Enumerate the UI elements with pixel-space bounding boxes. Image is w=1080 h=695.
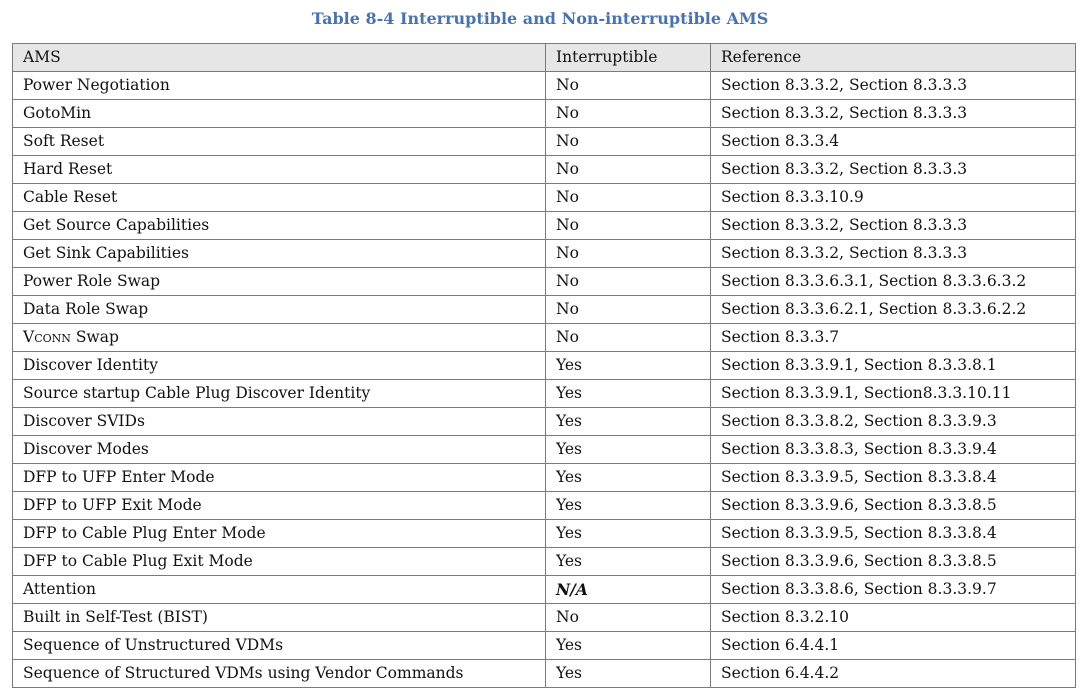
table-row (13, 212, 1076, 240)
interruptible-cell: No (546, 184, 711, 212)
table-row (13, 632, 1076, 660)
interruptible-cell: No (546, 100, 711, 128)
ams-cell: Sequence of Structured VDMs using Vendor Commands (13, 660, 546, 688)
ams-cell: Power Negotiation (13, 72, 546, 100)
ams-cell: DFP to Cable Plug Enter Mode (13, 520, 546, 548)
interruptible-cell: No (546, 240, 711, 268)
reference-cell: Section 8.3.3.9.5, Section 8.3.3.8.4 (711, 520, 1076, 548)
interruptible-cell: No (546, 128, 711, 156)
header-reference: Reference (711, 44, 1076, 72)
interruptible-cell: Yes (546, 492, 711, 520)
table-row (13, 548, 1076, 576)
ams-cell: Discover Identity (13, 352, 546, 380)
reference-cell: Section 8.3.3.9.6, Section 8.3.3.8.5 (711, 492, 1076, 520)
ams-cell: Get Sink Capabilities (13, 240, 546, 268)
reference-cell: Section 6.4.4.2 (711, 660, 1076, 688)
interruptible-cell: No (546, 604, 711, 632)
ams-cell: GotoMin (13, 100, 546, 128)
table-row (13, 436, 1076, 464)
reference-cell: Section 8.3.3.6.3.1, Section 8.3.3.6.3.2 (711, 268, 1076, 296)
ams-vconn-suffix: Swap (70, 327, 119, 346)
table-row (13, 492, 1076, 520)
reference-cell: Section 8.3.3.2, Section 8.3.3.3 (711, 72, 1076, 100)
table-row (13, 408, 1076, 436)
reference-cell: Section 8.3.3.8.3, Section 8.3.3.9.4 (711, 436, 1076, 464)
table-row (13, 352, 1076, 380)
ams-cell: Soft Reset (13, 128, 546, 156)
reference-cell: Section 8.3.3.9.6, Section 8.3.3.8.5 (711, 548, 1076, 576)
interruptible-cell: Yes (546, 436, 711, 464)
table-row (13, 520, 1076, 548)
reference-cell: Section 8.3.3.2, Section 8.3.3.3 (711, 212, 1076, 240)
reference-cell: Section 8.3.3.2, Section 8.3.3.3 (711, 100, 1076, 128)
reference-cell: Section 8.3.3.8.6, Section 8.3.3.9.7 (711, 576, 1076, 604)
header-interruptible: Interruptible (546, 44, 711, 72)
interruptible-cell: N/A (546, 576, 711, 604)
header-ams: AMS (13, 44, 546, 72)
ams-cell: DFP to UFP Exit Mode (13, 492, 546, 520)
ams-cell: Hard Reset (13, 156, 546, 184)
reference-cell: Section 8.3.3.9.1, Section 8.3.3.8.1 (711, 352, 1076, 380)
ams-table (12, 43, 1076, 688)
ams-cell: Get Source Capabilities (13, 212, 546, 240)
interruptible-cell: Yes (546, 548, 711, 576)
reference-cell: Section 8.3.2.10 (711, 604, 1076, 632)
table-row (13, 156, 1076, 184)
table-row (13, 268, 1076, 296)
interruptible-cell: Yes (546, 464, 711, 492)
reference-cell: Section 8.3.3.2, Section 8.3.3.3 (711, 156, 1076, 184)
reference-cell: Section 6.4.4.1 (711, 632, 1076, 660)
interruptible-cell: No (546, 72, 711, 100)
table-row (13, 380, 1076, 408)
table-row (13, 72, 1076, 100)
ams-vconn-prefix: V (23, 327, 35, 346)
ams-vconn-smallcaps: conn (34, 327, 71, 346)
interruptible-cell: No (546, 268, 711, 296)
table-row (13, 660, 1076, 688)
reference-cell: Section 8.3.3.6.2.1, Section 8.3.3.6.2.2 (711, 296, 1076, 324)
table-row (13, 184, 1076, 212)
ams-cell (13, 324, 546, 352)
ams-cell: Discover SVIDs (13, 408, 546, 436)
table-row (13, 100, 1076, 128)
ams-cell: Source startup Cable Plug Discover Identity (13, 380, 546, 408)
ams-cell: Data Role Swap (13, 296, 546, 324)
ams-cell: Discover Modes (13, 436, 546, 464)
ams-cell: Sequence of Unstructured VDMs (13, 632, 546, 660)
interruptible-cell: Yes (546, 520, 711, 548)
interruptible-cell: No (546, 324, 711, 352)
table-row (13, 240, 1076, 268)
interruptible-cell: No (546, 296, 711, 324)
ams-cell: DFP to UFP Enter Mode (13, 464, 546, 492)
table-row (13, 604, 1076, 632)
table-caption: Table 8-4 Interruptible and Non-interruptible AMS (311, 9, 769, 28)
interruptible-cell: Yes (546, 352, 711, 380)
table-row (13, 128, 1076, 156)
table-row (13, 324, 1076, 352)
ams-cell: Cable Reset (13, 184, 546, 212)
ams-cell: Built in Self-Test (BIST) (13, 604, 546, 632)
ams-cell: DFP to Cable Plug Exit Mode (13, 548, 546, 576)
table-row (13, 296, 1076, 324)
interruptible-cell: Yes (546, 408, 711, 436)
table-header-row (13, 44, 1076, 72)
interruptible-cell: Yes (546, 632, 711, 660)
reference-cell: Section 8.3.3.8.2, Section 8.3.3.9.3 (711, 408, 1076, 436)
interruptible-cell: Yes (546, 380, 711, 408)
ams-cell: Power Role Swap (13, 268, 546, 296)
interruptible-cell: No (546, 212, 711, 240)
interruptible-cell: Yes (546, 660, 711, 688)
ams-cell: Attention (13, 576, 546, 604)
reference-cell: Section 8.3.3.9.5, Section 8.3.3.8.4 (711, 464, 1076, 492)
table-row (13, 464, 1076, 492)
reference-cell: Section 8.3.3.10.9 (711, 184, 1076, 212)
interruptible-cell: No (546, 156, 711, 184)
reference-cell: Section 8.3.3.4 (711, 128, 1076, 156)
reference-cell: Section 8.3.3.2, Section 8.3.3.3 (711, 240, 1076, 268)
reference-cell: Section 8.3.3.9.1, Section8.3.3.10.11 (711, 380, 1076, 408)
reference-cell: Section 8.3.3.7 (711, 324, 1076, 352)
table-row (13, 576, 1076, 604)
